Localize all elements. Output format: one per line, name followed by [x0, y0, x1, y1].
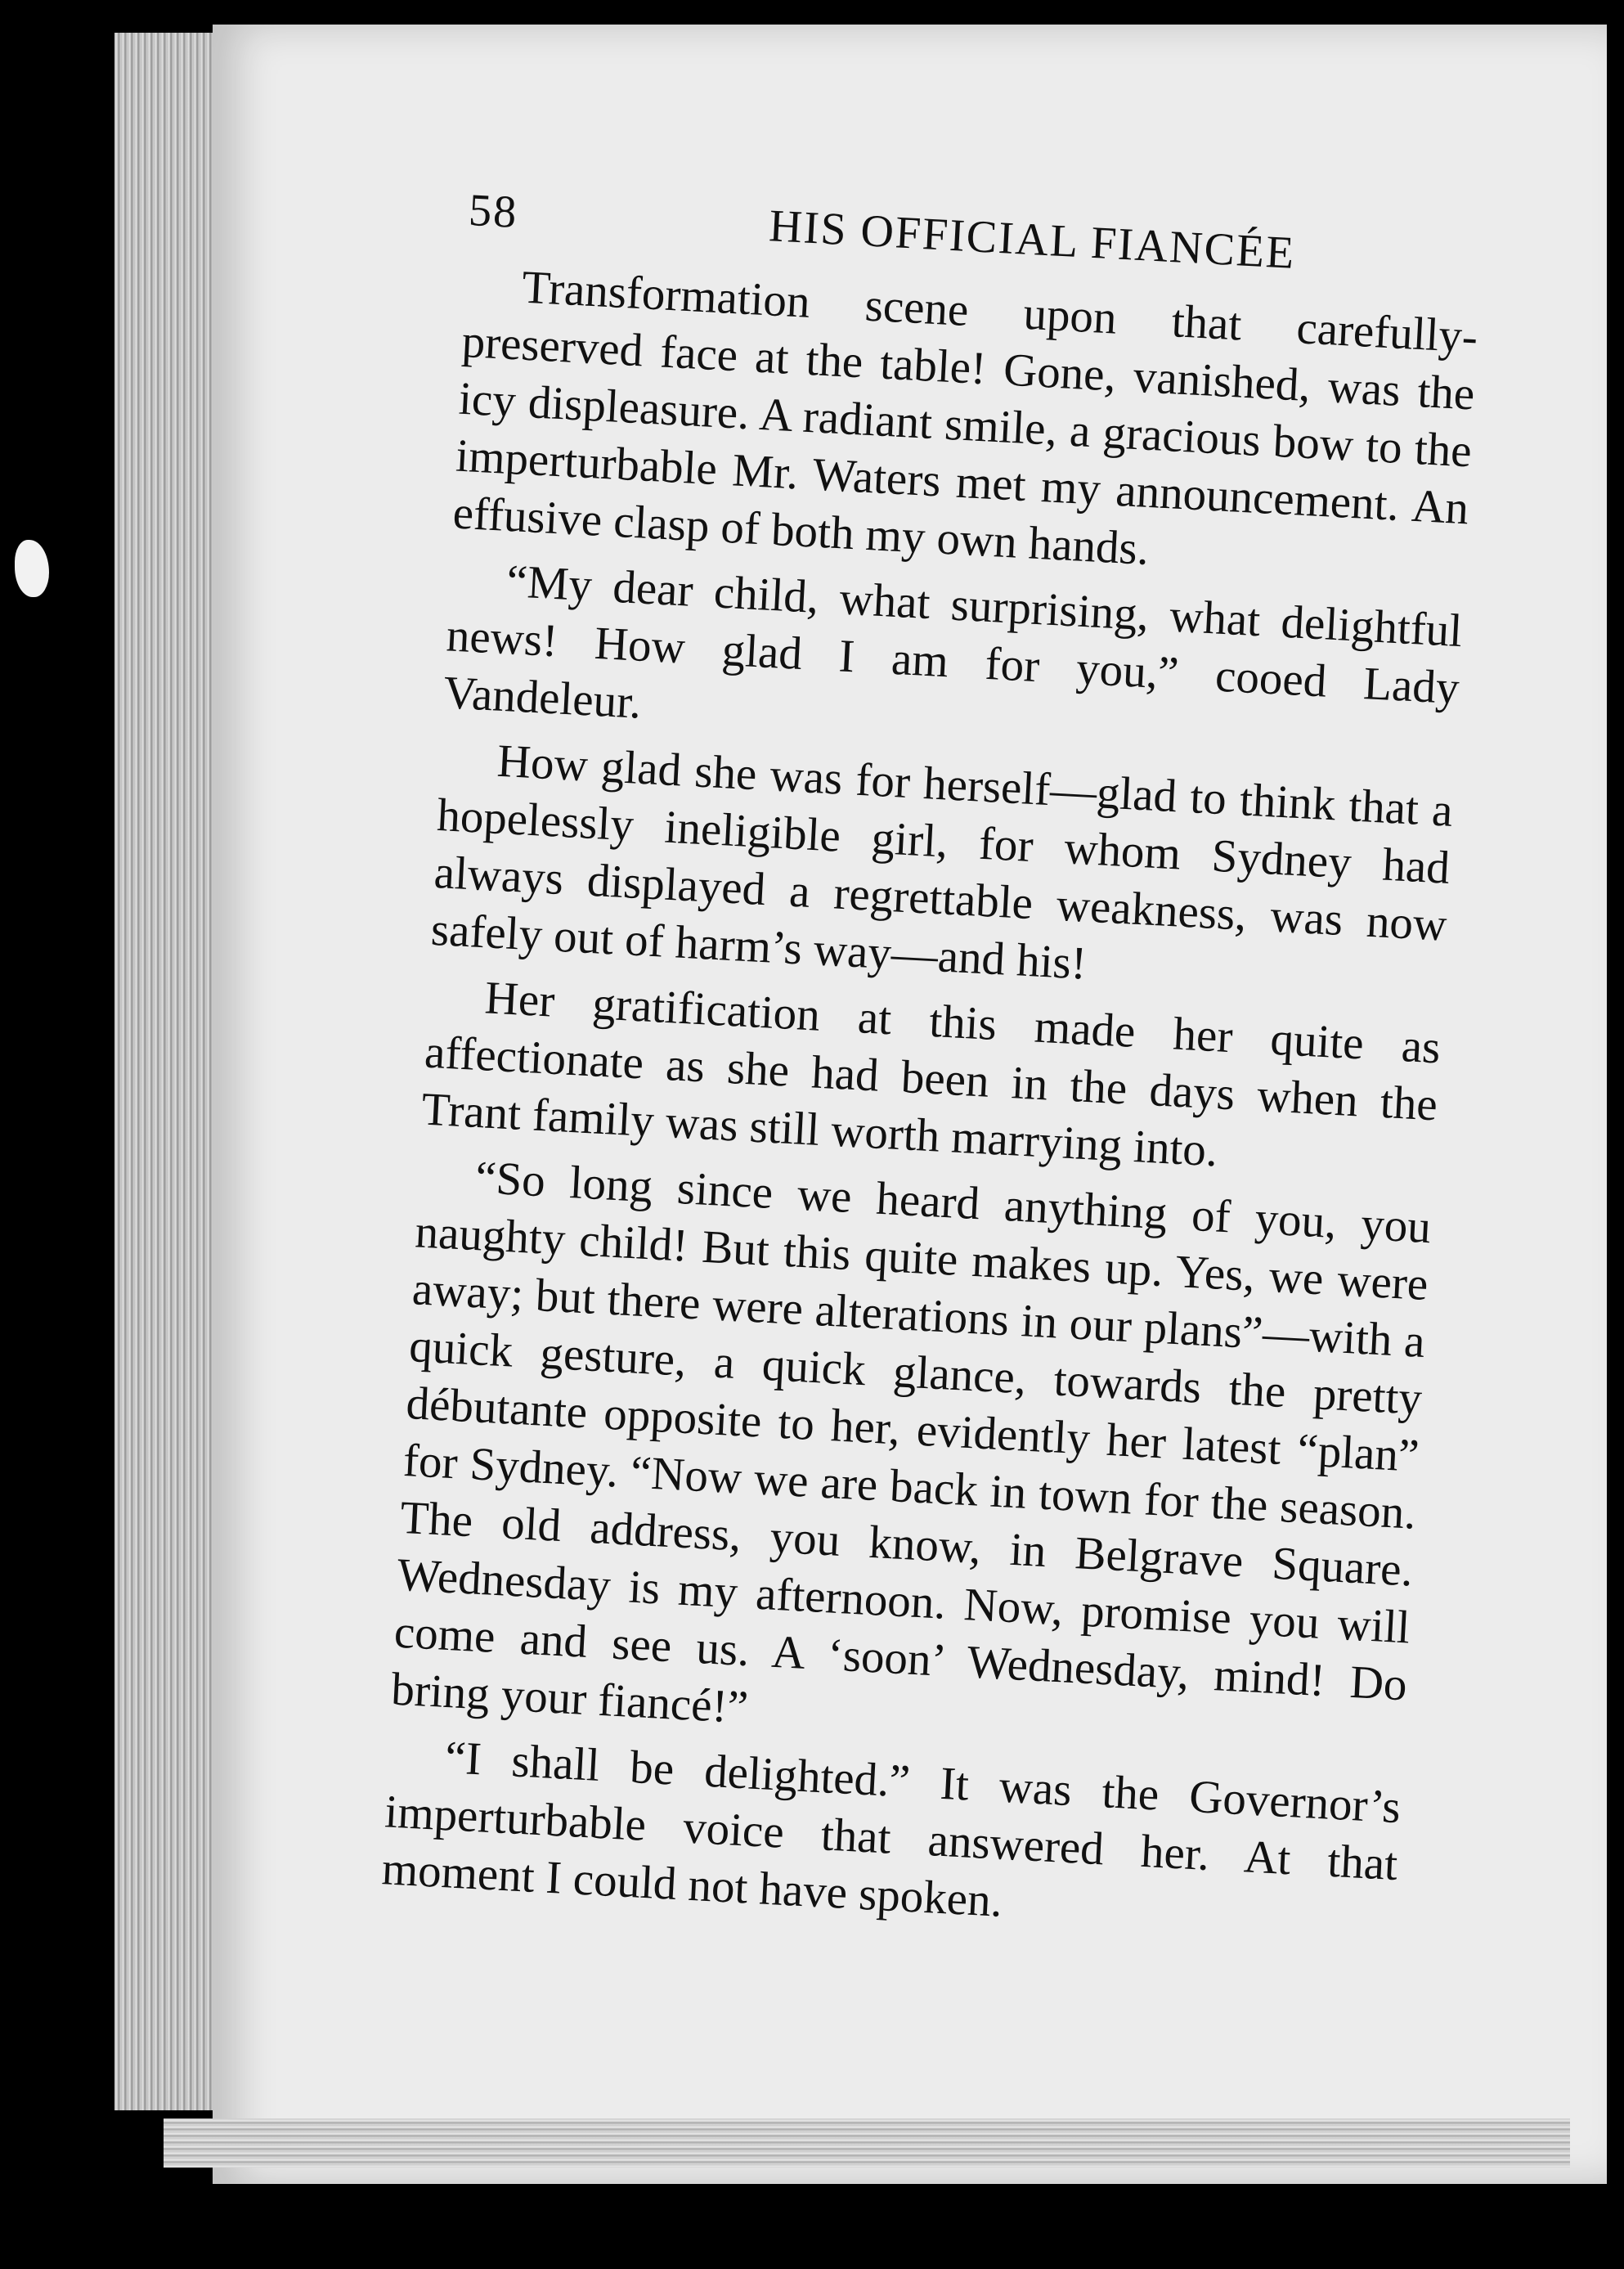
running-title: HIS OFFICIAL FIANCÉE — [767, 200, 1297, 279]
paragraph-2: “My dear child, what surprising, what delightful news! How glad I am for you,” cooed Lady Vandeleur. — [442, 555, 1464, 729]
page-number: 58 — [467, 184, 519, 239]
paragraph-4: Her gratification at this made her quite as affectionate as she had been in the days when the Trant family was still worth marrying into. — [420, 972, 1442, 1177]
paragraph-5: “So long since we heard anything of you, you naughty child! But this quite makes up. Yes, we were away; but there were alterations in our plans”—with a quick gesture, a quick glance, towards the pretty débutante opposite to her, evidently her latest “plan” for Sydney. “Now we are back in town for the season. The old address, you know, in Belgrave Square. Wednesday is my afternoon. Now, promise you will come and see us. A ‘soon’ Wednesday, mind! Do bring your fiancé!” — [389, 1152, 1433, 1734]
paragraph-1: Transformation scene upon that carefully-preserved face at the table! Gone, vanished, was the icy displeasure. A radiant smile, a gracious bow to the imperturbable Mr. Waters met my announcement. An effusive clasp of both my own hands. — [451, 261, 1479, 576]
scan-blot — [15, 540, 49, 597]
paragraph-3: How glad she was for herself—glad to think that a hopelessly ineligible girl, for whom Sydney had always displayed a regrettable weakness, was now safely out of harm’s way—and his! — [429, 735, 1455, 990]
paragraph-6: “I shall be delighted.” It was the Governor’s imperturbable voice that answered her. At that moment I could not have spoken. — [380, 1732, 1402, 1927]
page-text-block — [380, 184, 1483, 1959]
book-bottom-edge — [164, 2118, 1570, 2168]
